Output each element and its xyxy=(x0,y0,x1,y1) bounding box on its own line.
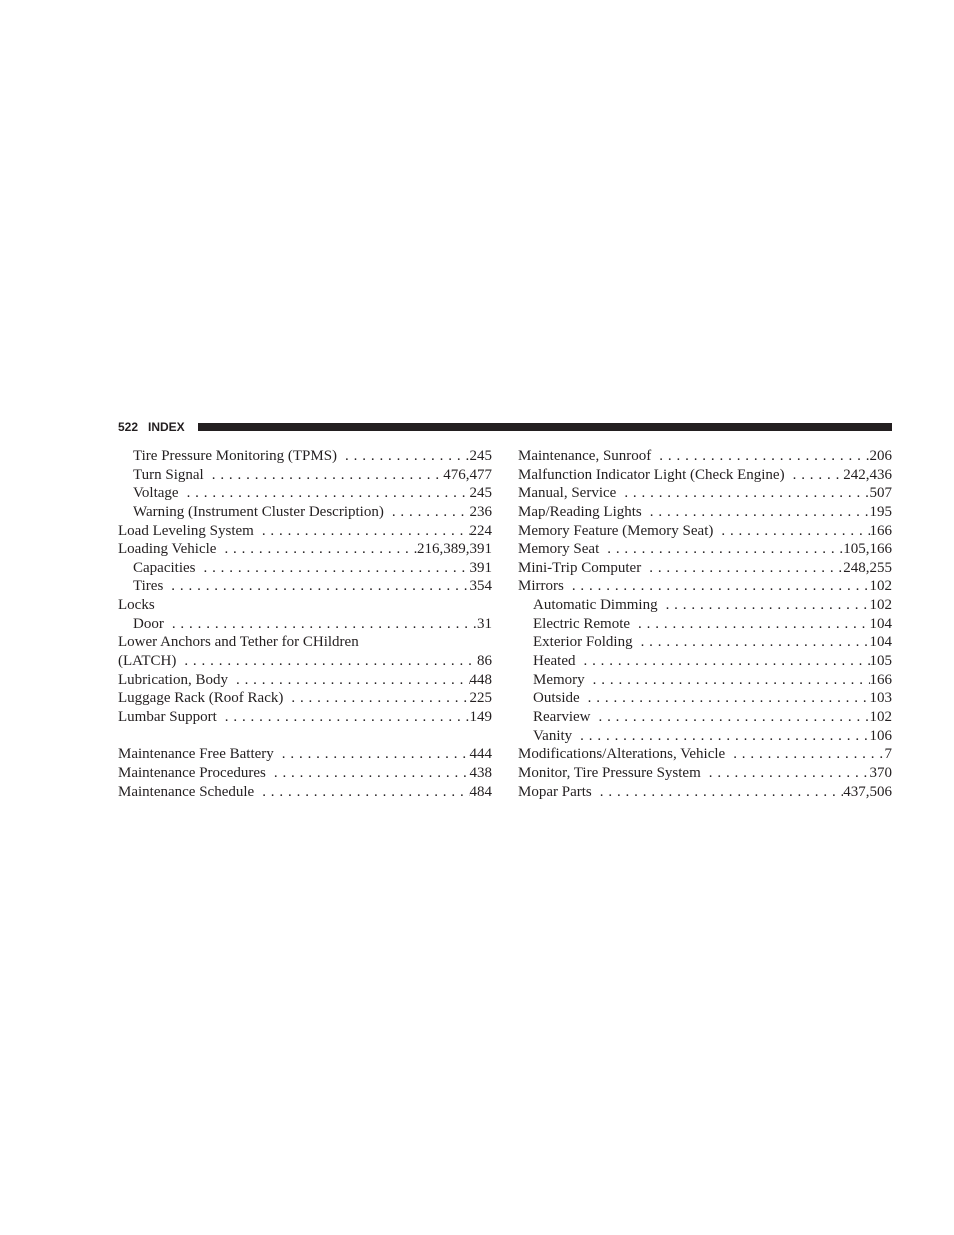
page-reference: 105 xyxy=(869,653,892,670)
page-reference: 149 xyxy=(469,708,492,725)
page-reference: 104 xyxy=(869,615,892,632)
index-term: Maintenance Schedule xyxy=(118,783,255,800)
dot-leader xyxy=(228,671,470,690)
index-term: Tires xyxy=(133,578,164,595)
index-term: Monitor, Tire Pressure System xyxy=(518,764,701,781)
dot-leader xyxy=(633,633,870,652)
dot-leader xyxy=(204,466,444,485)
index-entry xyxy=(118,745,492,764)
dot-leader xyxy=(274,745,470,764)
dot-leader xyxy=(254,522,470,541)
index-term: Loading Vehicle xyxy=(118,541,217,558)
index-entry xyxy=(118,447,492,466)
page-reference: 438 xyxy=(469,764,492,781)
index-term: Memory xyxy=(533,671,585,688)
index-entry xyxy=(518,708,892,727)
page-reference: 476,477 xyxy=(443,466,492,483)
index-entry xyxy=(518,745,892,764)
index-entry xyxy=(118,503,492,522)
index-entry xyxy=(118,671,492,690)
index-term: Rearview xyxy=(533,708,591,725)
dot-leader xyxy=(283,689,469,708)
page-reference: 166 xyxy=(869,522,892,539)
index-term: Malfunction Indicator Light (Check Engine) xyxy=(518,466,785,483)
index-entry xyxy=(518,633,892,652)
dot-leader xyxy=(658,596,870,615)
page-header xyxy=(118,420,892,434)
index-term: Heated xyxy=(533,653,576,670)
dot-leader xyxy=(713,522,869,541)
dot-leader xyxy=(599,540,843,559)
header-rule xyxy=(198,423,892,431)
page-reference: 437,506 xyxy=(843,783,892,800)
index-term: Automatic Dimming xyxy=(533,597,658,614)
index-entry xyxy=(118,466,492,485)
page-reference: 248,255 xyxy=(843,559,892,576)
index-entry xyxy=(118,689,492,708)
dot-leader xyxy=(592,783,844,802)
page-reference: 102 xyxy=(869,597,892,614)
index-entry xyxy=(118,522,492,541)
index-term: Electric Remote xyxy=(533,615,631,632)
index-entry xyxy=(518,577,892,596)
dot-leader xyxy=(575,652,869,671)
dot-leader xyxy=(701,764,870,783)
index-term: Modifications/Alterations, Vehicle xyxy=(518,746,726,763)
page-reference: 103 xyxy=(869,690,892,707)
index-entry xyxy=(518,689,892,708)
index-spacer xyxy=(118,727,492,746)
index-term: Memory Seat xyxy=(518,541,600,558)
page-reference: 216,389,391 xyxy=(417,541,492,558)
index-entry xyxy=(118,559,492,578)
dot-leader xyxy=(216,540,417,559)
index-term: Locks xyxy=(118,597,155,614)
page-reference: 102 xyxy=(869,708,892,725)
dot-leader xyxy=(785,466,844,485)
dot-leader xyxy=(337,447,469,466)
dot-leader xyxy=(572,727,869,746)
index-term: Mirrors xyxy=(518,578,564,595)
index-term: Maintenance Free Battery xyxy=(118,746,274,763)
section-title: INDEX xyxy=(148,420,185,434)
dot-leader xyxy=(176,652,477,671)
index-entry xyxy=(518,484,892,503)
index-term: Warning (Instrument Cluster Description) xyxy=(133,503,384,520)
index-entry xyxy=(518,727,892,746)
page-reference: 507 xyxy=(869,485,892,502)
index-entry xyxy=(518,503,892,522)
index-entry xyxy=(118,652,492,671)
page-reference: 242,436 xyxy=(843,466,892,483)
page-reference: 105,166 xyxy=(843,541,892,558)
index-entry xyxy=(518,447,892,466)
index-entry xyxy=(118,540,492,559)
index-term: Tire Pressure Monitoring (TPMS) xyxy=(133,448,338,464)
index-column-left xyxy=(118,447,492,801)
dot-leader xyxy=(630,615,869,634)
dot-leader xyxy=(564,577,870,596)
index-term: Maintenance, Sunroof xyxy=(518,448,652,464)
index-term: Turn Signal xyxy=(133,466,204,483)
index-term: Mopar Parts xyxy=(518,783,592,800)
page-reference: 370 xyxy=(869,764,892,781)
page-reference: 245 xyxy=(469,485,492,502)
index-entry xyxy=(518,522,892,541)
index-term: Lumbar Support xyxy=(118,708,217,725)
index-entry xyxy=(118,577,492,596)
dot-leader xyxy=(641,559,843,578)
index-entry xyxy=(118,764,492,783)
page-reference: 391 xyxy=(469,559,492,576)
index-entry xyxy=(518,559,892,578)
page-reference: 166 xyxy=(869,671,892,688)
page-reference: 86 xyxy=(477,653,492,670)
index-entry xyxy=(518,466,892,485)
dot-leader xyxy=(725,745,884,764)
dot-leader xyxy=(590,708,869,727)
dot-leader xyxy=(651,447,869,466)
index-entry xyxy=(518,540,892,559)
page-reference: 106 xyxy=(869,727,892,744)
index-entry xyxy=(118,484,492,503)
dot-leader xyxy=(164,615,477,634)
index-entry xyxy=(518,783,892,802)
index-term: Voltage xyxy=(133,485,179,502)
page-reference: 484 xyxy=(469,783,492,800)
index-term: Map/Reading Lights xyxy=(518,503,642,520)
dot-leader xyxy=(642,503,870,522)
index-entry xyxy=(518,671,892,690)
index-entry xyxy=(518,764,892,783)
dot-leader xyxy=(266,764,470,783)
page-reference: 31 xyxy=(477,615,492,632)
index-term: Luggage Rack (Roof Rack) xyxy=(118,690,284,707)
index-term: Manual, Service xyxy=(518,485,617,502)
index-entry xyxy=(118,615,492,634)
index-term: Memory Feature (Memory Seat) xyxy=(518,522,714,539)
index-entry xyxy=(118,633,492,652)
page-number: 522 xyxy=(118,420,139,434)
page-reference: 354 xyxy=(469,578,492,595)
index-term: Exterior Folding xyxy=(533,634,633,651)
index-term: Vanity xyxy=(533,727,573,744)
page-reference: 448 xyxy=(469,671,492,688)
dot-leader xyxy=(580,689,870,708)
page-reference: 7 xyxy=(884,746,892,763)
dot-leader xyxy=(163,577,469,596)
page-reference: 224 xyxy=(469,522,492,539)
index-term: Load Leveling System xyxy=(118,522,254,539)
index-term: Door xyxy=(133,615,164,632)
index-entry xyxy=(118,596,492,615)
index-term: Maintenance Procedures xyxy=(118,764,266,781)
dot-leader xyxy=(616,484,869,503)
page-reference: 195 xyxy=(869,503,892,520)
index-term: Lower Anchors and Tether for CHildren xyxy=(118,634,359,651)
index-term: Outside xyxy=(533,690,580,707)
index-entry xyxy=(518,596,892,615)
page-reference: 206 xyxy=(869,448,892,464)
dot-leader xyxy=(195,559,469,578)
index-term: (LATCH) xyxy=(118,653,177,670)
index-term: Capacities xyxy=(133,559,196,576)
dot-leader xyxy=(254,783,469,802)
page-reference: 245 xyxy=(469,448,492,464)
dot-leader xyxy=(384,503,470,522)
index-entry xyxy=(118,783,492,802)
index-entry xyxy=(518,615,892,634)
dot-leader xyxy=(217,708,470,727)
index-term: Mini-Trip Computer xyxy=(518,559,642,576)
index-entry xyxy=(118,708,492,727)
page-reference: 225 xyxy=(469,690,492,707)
page-reference: 102 xyxy=(869,578,892,595)
index-term: Lubrication, Body xyxy=(118,671,228,688)
index-column-right xyxy=(518,447,892,801)
page-reference: 444 xyxy=(469,746,492,763)
index-entry xyxy=(518,652,892,671)
dot-leader xyxy=(585,671,870,690)
page-reference: 104 xyxy=(869,634,892,651)
dot-leader xyxy=(179,484,470,503)
page-reference: 236 xyxy=(469,503,492,520)
